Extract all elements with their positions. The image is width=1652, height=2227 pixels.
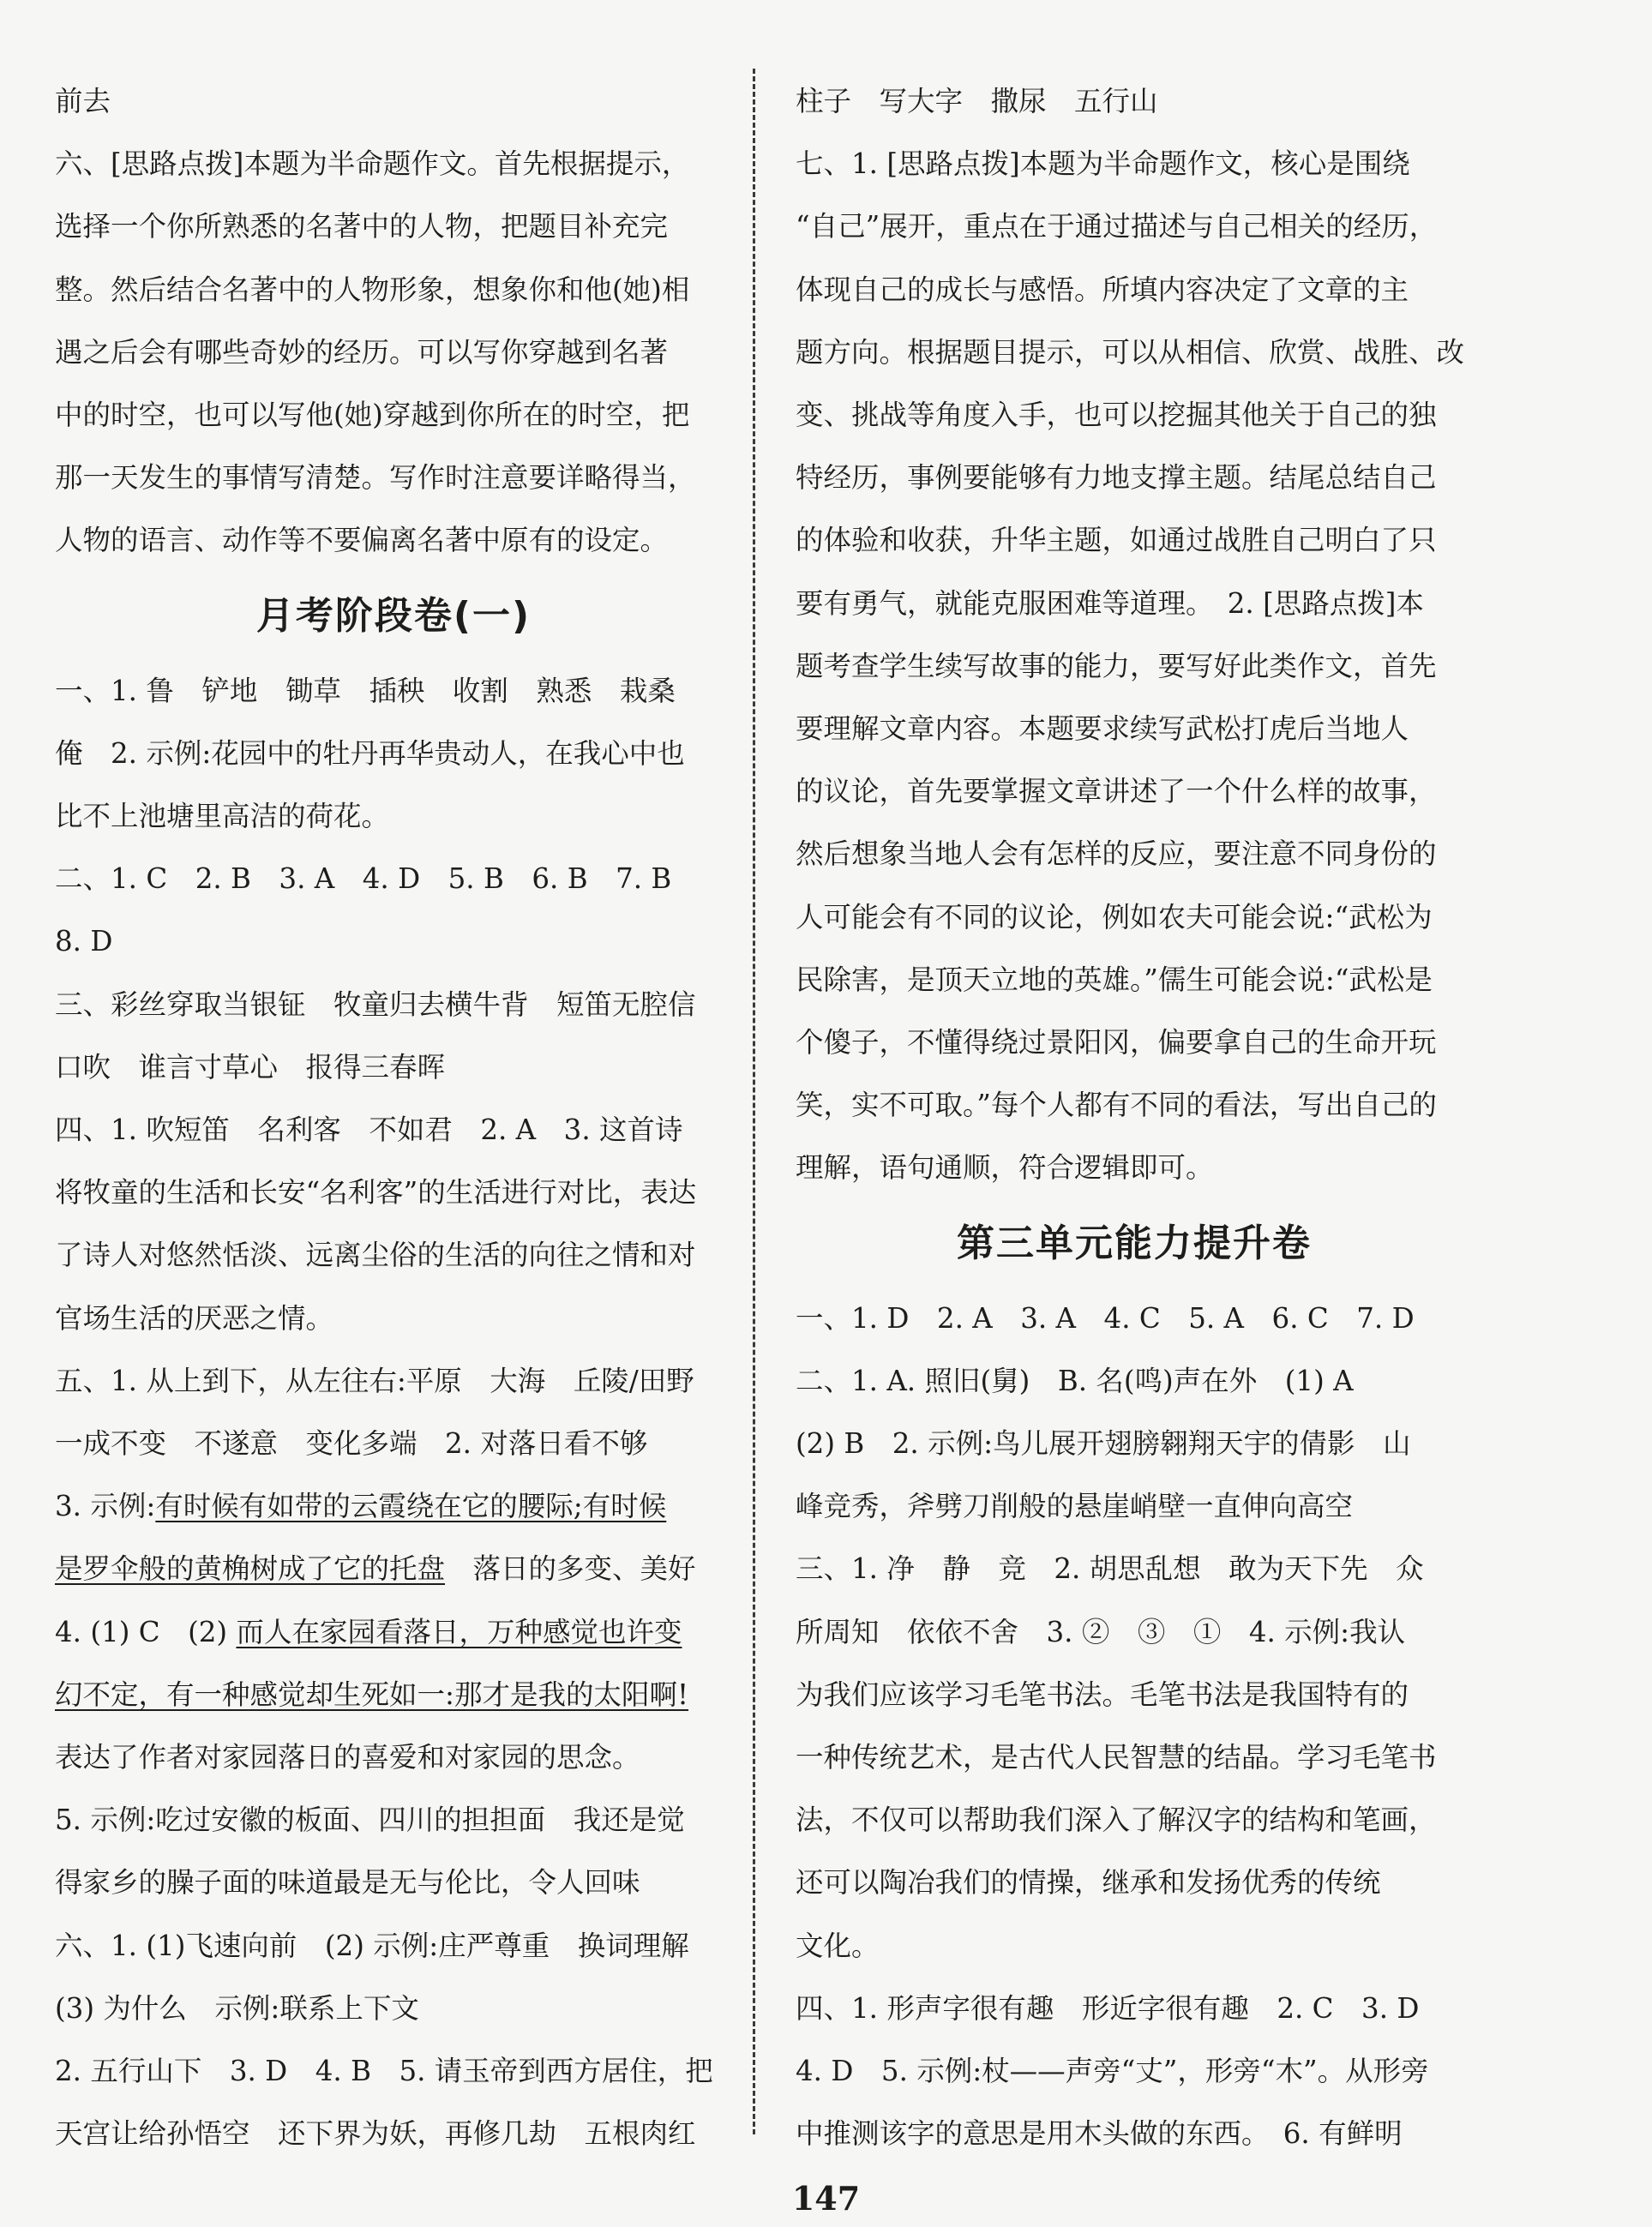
text-line: (2) B 2. 示例:鸟儿展开翅膀翱翔天宇的倩影 山 — [796, 1427, 1411, 1461]
text-line: 的议论，首先要掌握文章讲述了一个什么样的故事， — [796, 775, 1437, 808]
text-line: 题考查学生续写故事的能力，要写好此类作文，首先 — [796, 649, 1437, 682]
text-line: 2. 五行山下 3. D 4. B 5. 请玉帝到西方居住，把 — [55, 2055, 713, 2088]
text-line: 中推测该字的意思是用木头做的东西。 6. 有鲜明 — [796, 2117, 1403, 2151]
text-line: 俺 2. 示例:花园中的牡丹再华贵动人，在我心中也 — [55, 736, 685, 770]
text-line: 题方向。根据题目提示，可以从相信、欣赏、战胜、改 — [796, 335, 1465, 369]
text-line-q4-cont — [55, 1664, 732, 1726]
text-line: 笑，实不可取。”每个人都有不同的看法，写出自己的 — [796, 1089, 1437, 1122]
text-line: 那一天发生的事情写清楚。写作时注意要详略得当， — [55, 461, 696, 495]
text-line: 特经历，事例要能够有力地支撑主题。结尾总结自己 — [796, 461, 1437, 495]
underlined-answer: 而人在家园看落日，万种感觉也许变 — [236, 1615, 682, 1648]
q3-prefix: 3. 示例: — [55, 1490, 156, 1523]
text-line: 二、1. C 2. B 3. A 4. D 5. B 6. B 7. B — [55, 862, 672, 896]
text-line: 七、1. [思路点拨]本题为半命题作文，核心是围绕 — [796, 147, 1410, 181]
right-answers-part2 — [796, 1288, 1473, 2166]
text-line: 人物的语言、动作等不要偏离名著中原有的设定。 — [55, 524, 669, 557]
text-line: 口吹 谁言寸草心 报得三春晖 — [55, 1050, 446, 1083]
text-line-q4 — [55, 1601, 732, 1664]
text-line: 8. D — [55, 925, 113, 958]
text-line: 官场生活的厌恶之情。 — [55, 1301, 334, 1335]
underlined-answer: 有时候有如带的云霞绕在它的腰际;有时候 — [155, 1490, 667, 1523]
section-title-unit3: 第三单元能力提升卷 — [957, 1221, 1312, 1265]
text-line: “自己”展开，重点在于通过描述与自己相关的经历， — [796, 210, 1438, 243]
text-line: 体现自己的成长与感悟。所填内容决定了文章的主 — [796, 273, 1409, 306]
text-line: 中的时空，也可以写他(她)穿越到你所在的时空，把 — [55, 399, 690, 432]
text-line: 5. 示例:吃过安徽的板面、四川的担担面 我还是觉 — [55, 1804, 685, 1837]
text-line: 比不上池塘里高洁的荷花。 — [55, 800, 390, 833]
text-line: 民除害，是顶天立地的英雄。”儒生可能会说:“武松是 — [796, 963, 1433, 996]
text-line: 整。然后结合名著中的人物形象，想象你和他(她)相 — [55, 273, 690, 306]
text-line: 人可能会有不同的议论，例如农夫可能会说:“武松为 — [796, 900, 1433, 933]
text-line-q3-cont — [55, 1538, 732, 1600]
text-line: 的体验和收获，升华主题，如通过战胜自己明白了只 — [796, 524, 1437, 557]
text-line: 四、1. 吹短笛 名利客 不如君 2. A 3. 这首诗 — [55, 1114, 683, 1147]
text-line: 五、1. 从上到下，从左往右:平原 大海 丘陵/田野 — [55, 1364, 694, 1397]
right-column — [796, 70, 1473, 2166]
column-divider — [753, 69, 755, 2134]
text-line: 变、挑战等角度入手，也可以挖掘其他关于自己的独 — [796, 399, 1437, 432]
text-line: 天宫让给孙悟空 还下界为妖，再修几劫 五根肉红 — [55, 2117, 696, 2151]
text-line: 个傻子，不懂得绕过景阳冈，偏要拿自己的生命开玩 — [796, 1026, 1437, 1059]
underlined-answer: 幻不定，有一种感觉却生死如一:那才是我的太阳啊! — [55, 1678, 689, 1711]
text-line: 要理解文章内容。本题要求续写武松打虎后当地人 — [796, 712, 1409, 746]
section-title-monthly-exam: 月考阶段卷(一) — [255, 593, 532, 638]
text-line: 三、彩丝穿取当银钲 牧童归去横牛背 短笛无腔信 — [55, 987, 696, 1021]
text-line: 柱子 写大字 撒尿 五行山 — [796, 85, 1158, 117]
text-line: 得家乡的臊子面的味道最是无与伦比，令人回味 — [55, 1866, 640, 1900]
text-line: 表达了作者对家园落日的喜爱和对家园的思念。 — [55, 1741, 640, 1774]
text-line: 一、1. 鲁 铲地 锄草 插秧 收割 熟悉 栽桑 — [55, 674, 676, 707]
text-line: (3) 为什么 示例:联系上下文 — [55, 1991, 419, 2025]
text-line-q3 — [55, 1475, 732, 1538]
text-line: 六、1. (1)飞速向前 (2) 示例:庄严尊重 换词理解 — [55, 1929, 689, 1962]
text-line: 前去 — [55, 85, 111, 117]
q4-prefix: 4. (1) C (2) — [55, 1615, 237, 1648]
text-line: 还可以陶冶我们的情操，继承和发扬优秀的传统 — [796, 1866, 1381, 1900]
left-column — [55, 70, 732, 2166]
left-answers-part2 — [55, 660, 732, 2166]
text-line: 选择一个你所熟悉的名著中的人物，把题目补充完 — [55, 210, 669, 243]
text-line: 理解，语句通顺，符合逻辑即可。 — [796, 1151, 1214, 1185]
text-line: 遇之后会有哪些奇妙的经历。可以写你穿越到名著 — [55, 335, 669, 369]
text-line: 4. D 5. 示例:杖——声旁“丈”，形旁“木”。从形旁 — [796, 2055, 1429, 2088]
right-answers-part1 — [796, 70, 1473, 1200]
text-line: 法，不仅可以帮助我们深入了解汉字的结构和笔画， — [796, 1804, 1437, 1837]
text-line: 六、[思路点拨]本题为半命题作文。首先根据提示， — [55, 147, 690, 181]
page-number: 147 — [791, 2179, 861, 2218]
text-line: 三、1. 净 静 竞 2. 胡思乱想 敢为天下先 众 — [796, 1552, 1424, 1586]
underlined-answer: 是罗伞般的黄桷树成了它的托盘 — [55, 1552, 446, 1586]
text-line: 四、1. 形声字很有趣 形近字很有趣 2. C 3. D — [796, 1991, 1420, 2025]
text-line: 了诗人对悠然恬淡、远离尘俗的生活的向往之情和对 — [55, 1239, 696, 1272]
text-line: 一种传统艺术，是古代人民智慧的结晶。学习毛笔书 — [796, 1741, 1437, 1774]
text-line: 将牧童的生活和长安“名利客”的生活进行对比，表达 — [55, 1176, 697, 1210]
text-line: 所周知 依依不舍 3. ② ③ ① 4. 示例:我认 — [796, 1615, 1406, 1648]
text-line: 一成不变 不遂意 变化多端 2. 对落日看不够 — [55, 1427, 648, 1461]
text-line: 二、1. A. 照旧(舅) B. 名(鸣)声在外 (1) A — [796, 1364, 1354, 1397]
text-line: 为我们应该学习毛笔书法。毛笔书法是我国特有的 — [796, 1678, 1409, 1711]
text-line: 文化。 — [796, 1929, 880, 1962]
left-answers-part1 — [55, 70, 732, 573]
text-line: 然后想象当地人会有怎样的反应，要注意不同身份的 — [796, 837, 1437, 871]
text-line: 要有勇气，就能克服困难等道理。 2. [思路点拨]本 — [796, 586, 1424, 620]
text-line: 一、1. D 2. A 3. A 4. C 5. A 6. C 7. D — [796, 1301, 1415, 1335]
text-line: 峰竞秀，斧劈刀削般的悬崖峭壁一直伸向高空 — [796, 1490, 1354, 1523]
q3-rest: 落日的多变、美好 — [445, 1552, 696, 1586]
